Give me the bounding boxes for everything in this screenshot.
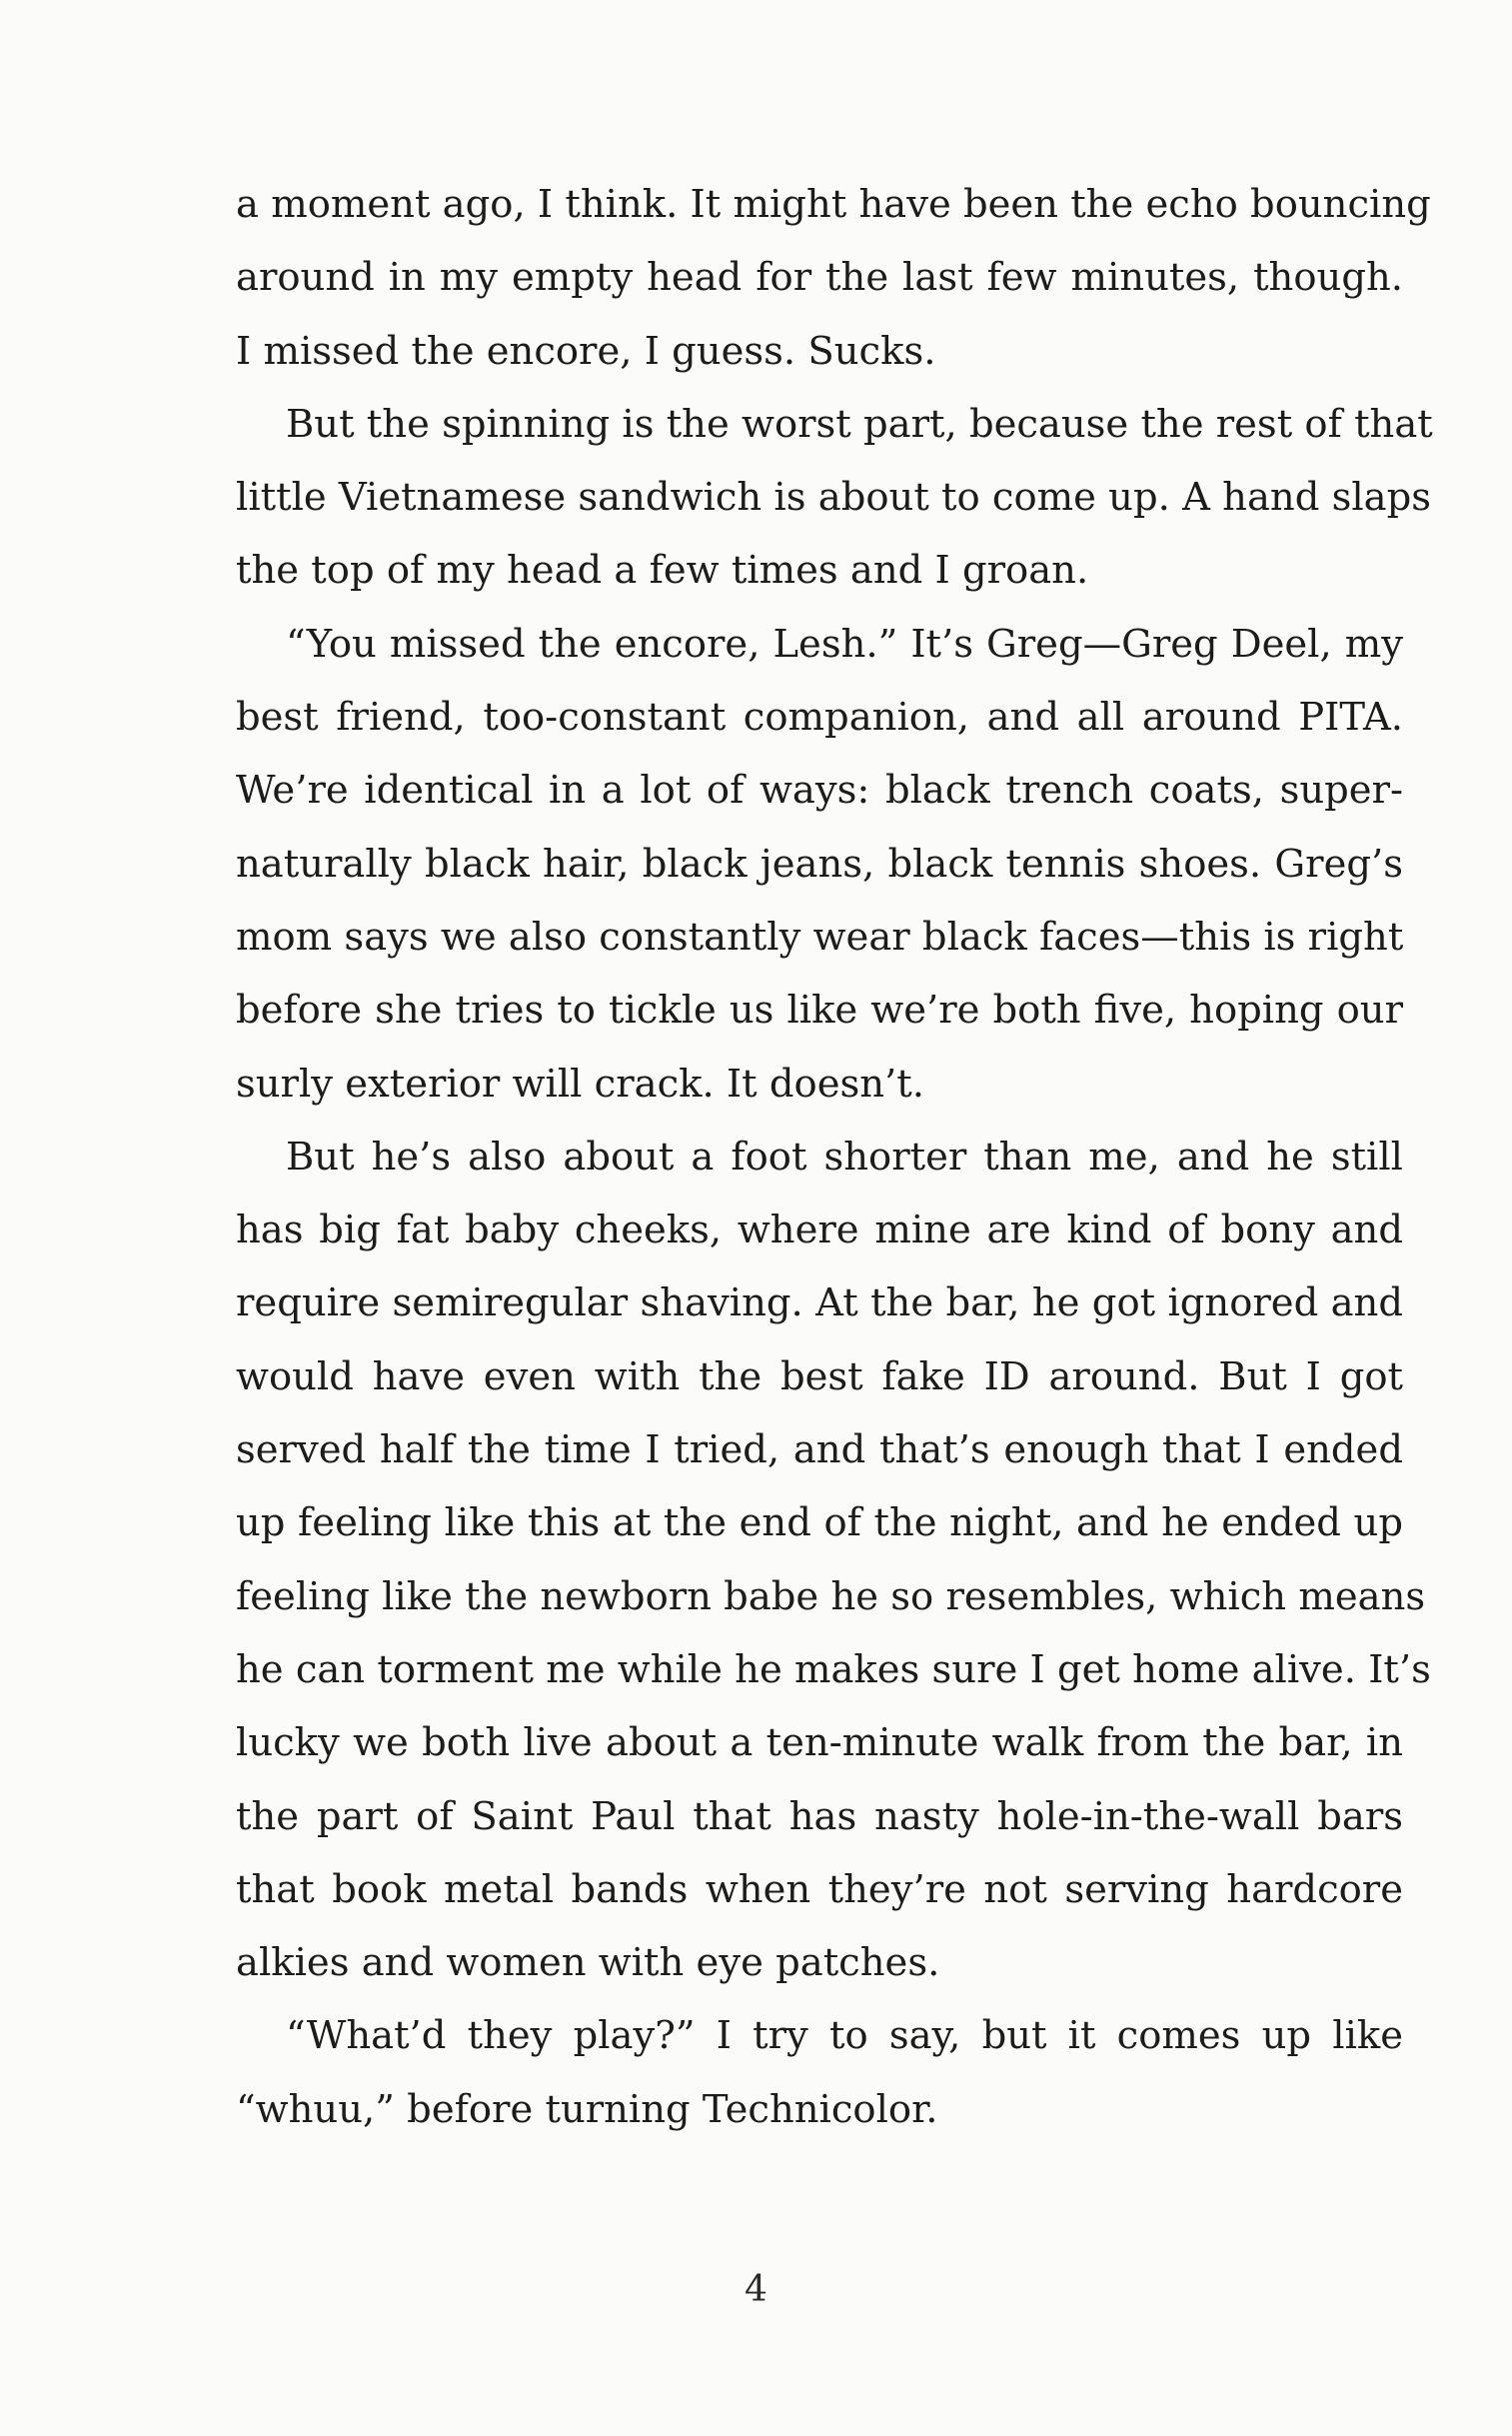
text-line: feeling like the newborn babe he so resembles, which means [236,1573,1426,1619]
text-line: up feeling like this at the end of the night, and he ended up [236,1500,1403,1546]
text-line: the top of my head a few times and I groan. [236,548,1089,594]
text-line: around in my empty head for the last few minutes, though. [236,255,1403,301]
page-number: 4 [745,2269,767,2310]
text-line: “You missed the encore, Lesh.” It’s Greg—Greg Deel, my [286,621,1403,667]
text-line: But he’s also about a foot shorter than me, and he still [286,1134,1403,1180]
text-line: little Vietnamese sandwich is about to come up. A hand slaps [236,475,1432,521]
text-line: We’re identical in a lot of ways: black trench coats, super- [236,768,1403,814]
text-line: naturally black hair, black jeans, black tennis shoes. Greg’s [236,841,1403,887]
text-line: a moment ago, I think. It might have been the echo bouncing [236,182,1431,227]
text-line: mom says we also constantly wear black faces—this is right [236,914,1404,960]
text-line: I missed the encore, I guess. Sucks. [236,328,936,374]
text-line: he can torment me while he makes sure I get home alive. It’s [236,1646,1431,1692]
text-line: before she tries to tickle us like we’re both five, hoping our [236,988,1403,1034]
text-line: alkies and women with eye patches. [236,1940,940,1986]
body-text [236,168,1433,2146]
text-line: served half the time I tried, and that’s enough that I ended [236,1427,1403,1473]
text-line: the part of Saint Paul that has nasty hole-in-the-wall bars [236,1793,1403,1839]
text-line: would have even with the best fake ID around. But I got [236,1353,1403,1399]
text-line: “whuu,” before turning Technicolor. [236,2086,938,2132]
text-line: that book metal bands when they’re not serving hardcore [236,1866,1403,1912]
text-line: But the spinning is the worst part, because the rest of that [286,401,1433,447]
text-line: lucky we both live about a ten-minute walk from the bar, in [236,1720,1403,1766]
text-line: “What’d they play?” I try to say, but it comes up like [286,2013,1403,2059]
text-line: require semiregular shaving. At the bar, he got ignored and [236,1280,1403,1326]
text-line: surly exterior will crack. It doesn’t. [236,1061,924,1107]
text-line: best friend, too-constant companion, and all around PITA. [236,695,1403,741]
text-line: has big fat baby cheeks, where mine are kind of bony and [236,1208,1403,1253]
